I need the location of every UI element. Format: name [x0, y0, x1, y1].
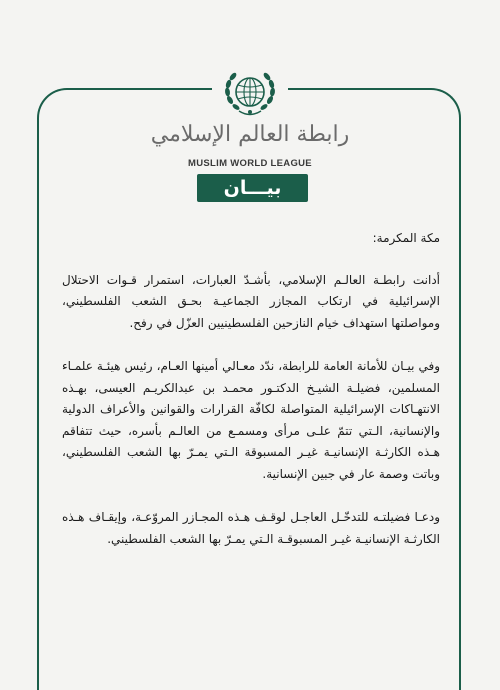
statement-body — [62, 228, 440, 572]
statement-title: بيـــان — [223, 177, 282, 199]
globe-wreath-logo — [219, 62, 281, 124]
org-name-english: MUSLIM WORLD LEAGUE — [188, 158, 312, 169]
org-name-arabic: رابطة العالم الإسلامي — [150, 122, 350, 147]
paragraph-3: ودعـا فضيلتـه للتدخّـل العاجـل لوقـف هـذه المجـازر المروّعـة، وإيقـاف هـذه الكارثـة الإنسانيـة غيـر المسبوقـة الـتي يمـرّ بها الشعب الفلسطيني. — [62, 510, 440, 546]
statement-banner — [197, 174, 308, 202]
city-line: مكة المكرمة: — [372, 231, 440, 245]
logo-container — [0, 60, 500, 126]
paragraph-1: أدانت رابطـة العالـم الإسلامي، بأشـدّ العبارات، استمرار قـوات الاحتلال الإسرائيلية في ارتكاب المجازر الجماعيـة بحـق الشعب الفلسطيني، ومواصلتها استهداف خيام النازحين الفلسطينيين العزّل في رفح. — [62, 272, 440, 330]
paragraph-2: وفي بيـان للأمانة العامة للرابطة، ندّد معـالي أمينها العـام، رئيس هيئـة علمـاء المسلمين، فضيلـة الشيـخ الدكتـور محمـد بن عبدالكريـم العيسى، بهـذه الانتهـاكات الإسرائيلية المتواصلة لكافّة القرارات والقوانين والأعراف الدولية والإنسانية، الـتي تتمّ علـى مرأى ومسمـع من العالـم بأسره، حيث تتفاقم هـذه الكارثـة الإنسانيـة غيـر المسبوقة الـتي يمـرّ بها الشعب الفلسطيني، وباتت وصمة عار في جبين الإنسانية. — [62, 359, 440, 481]
